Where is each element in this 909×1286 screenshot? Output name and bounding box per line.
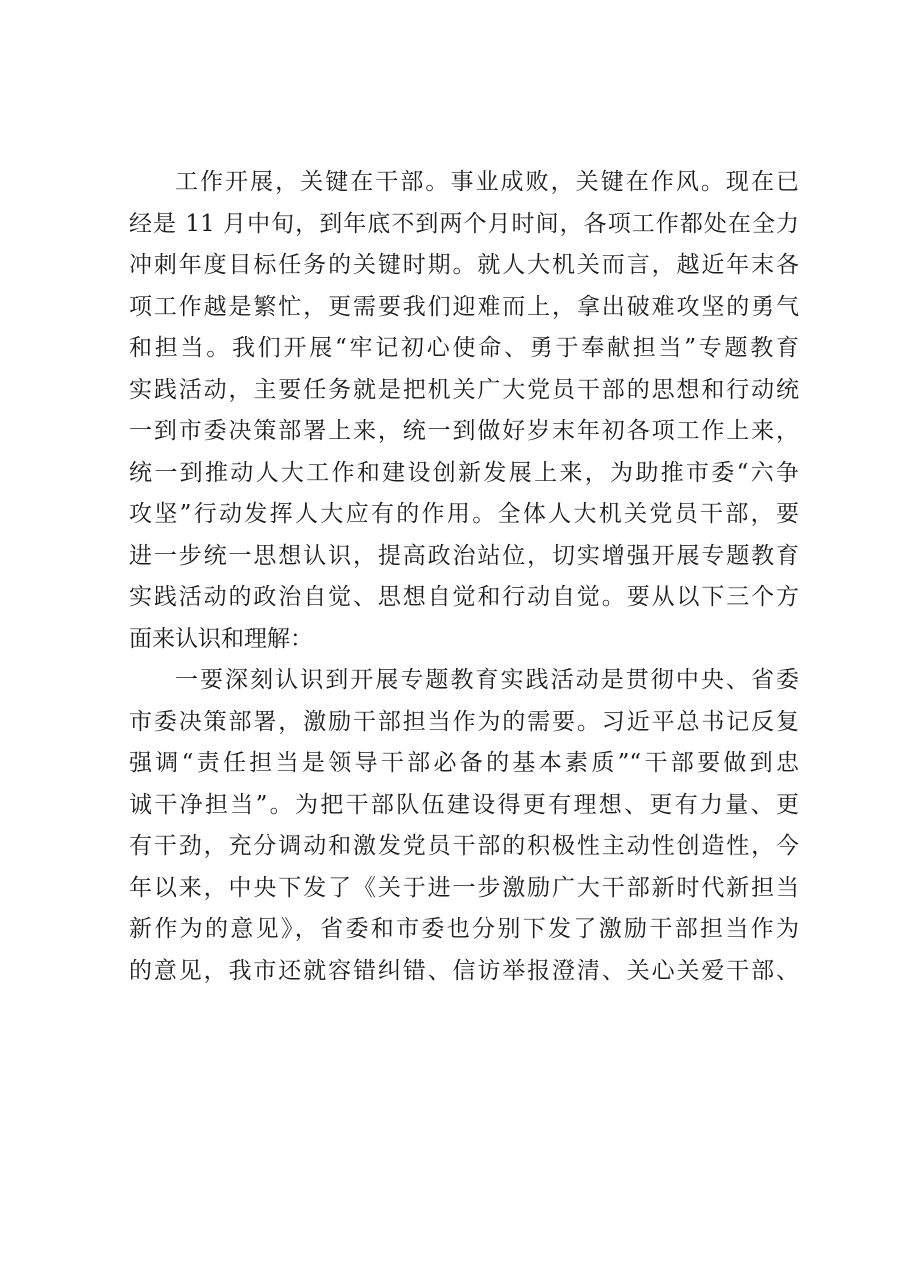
text-line: 攻坚”行动发挥人大应有的作用。全体人大机关党员干部，要: [129, 501, 799, 527]
text-line: 强调“责任担当是领导干部必备的基本素质”“干部要做到忠: [129, 750, 799, 776]
text-line: 实践活动，主要任务就是把机关广大党员干部的思想和行动统: [129, 376, 799, 403]
text-line: 有干劲，充分调动和激发党员干部的积极性主动性创造性，今: [129, 833, 799, 859]
text-line: 冲刺年度目标任务的关键时期。就人大机关而言，越近年末各: [129, 252, 799, 278]
paragraph-2: [129, 660, 799, 992]
text-line: 实践活动的政治自觉、思想自觉和行动自觉。要从以下三个方: [129, 584, 799, 610]
text-line: 新作为的意见》，省委和市委也分别下发了激励干部担当作为: [129, 916, 799, 942]
text-line: 诚干净担当”。为把干部队伍建设得更有理想、更有力量、更: [129, 791, 799, 818]
text-line: 项工作越是繁忙，更需要我们迎难而上，拿出破难攻坚的勇气: [129, 293, 799, 320]
text-line: 一要深刻认识到开展专题教育实践活动是贯彻中央、省委: [175, 667, 799, 693]
text-line: 统一到推动人大工作和建设创新发展上来，为助推市委“六争: [129, 459, 799, 486]
text-line: 和担当。我们开展“牢记初心使命、勇于奉献担当”专题教育: [129, 335, 799, 361]
text-line: 经是 11 月中旬，到年底不到两个月时间，各项工作都处在全力: [129, 210, 799, 237]
text-line: 市委决策部署，激励干部担当作为的需要。习近平总书记反复: [129, 708, 799, 735]
text-line: 面来认识和理解：: [129, 625, 313, 652]
text-line: 的意见，我市还就容错纠错、信访举报澄清、关心关爱干部、: [129, 957, 799, 984]
document-body: [129, 162, 799, 992]
text-line: 工作开展，关键在干部。事业成败，关键在作风。现在已: [175, 169, 799, 195]
text-line: 进一步统一思想认识，提高政治站位，切实增强开展专题教育: [129, 542, 799, 569]
text-line: 年以来，中央下发了《关于进一步激励广大干部新时代新担当: [129, 874, 799, 901]
paragraph-1: [129, 162, 799, 660]
text-line: 一到市委决策部署上来，统一到做好岁末年初各项工作上来，: [129, 418, 799, 444]
